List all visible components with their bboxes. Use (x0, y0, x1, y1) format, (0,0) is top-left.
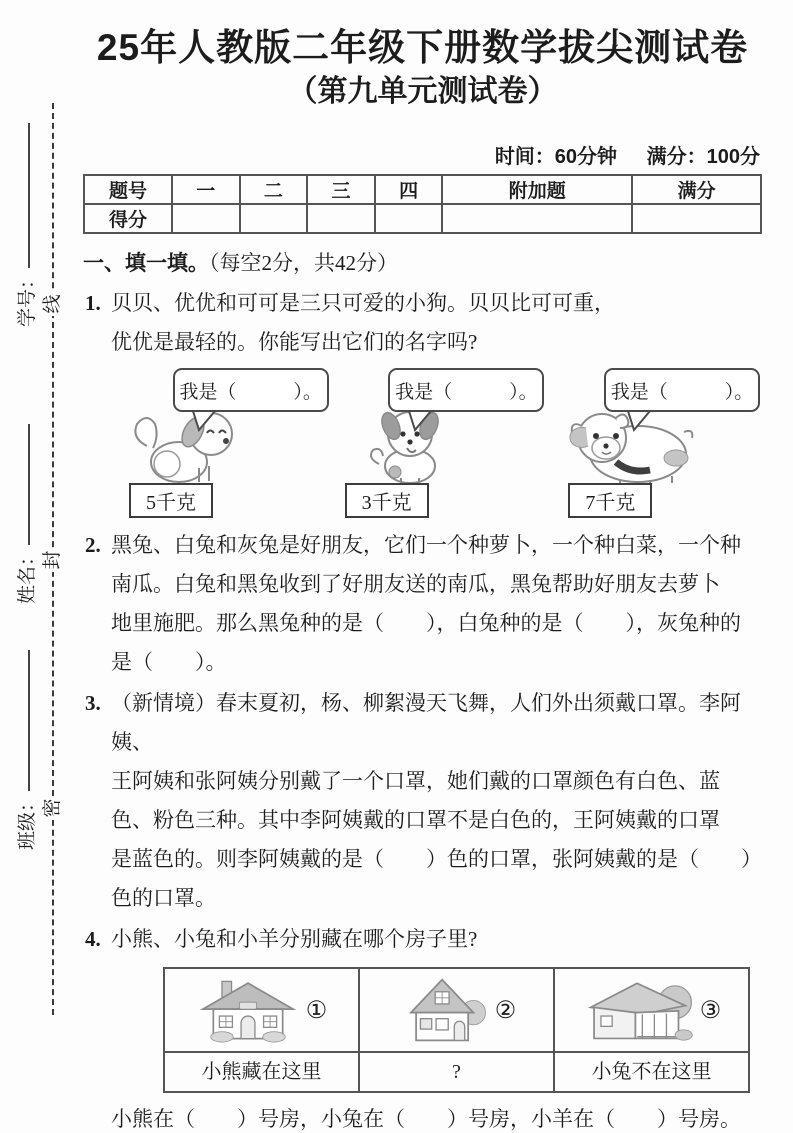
section-1-note: （每空2分，共42分） (209, 251, 398, 276)
speech-bubble-tail-icon (626, 410, 652, 432)
question-3-line: 是蓝色的。则李阿姨戴的是（ ）色的口罩，张阿姨戴的是（ ） (111, 847, 762, 872)
question-1-number: 1. (85, 291, 101, 316)
house-number-label: ① (305, 997, 328, 1024)
question-2-line: 黑兔、白兔和灰兔是好朋友，它们一个种萝卜，一个种白菜，一个种 (111, 533, 741, 558)
question-3 (83, 684, 762, 918)
score-header-cell: 满分 (632, 175, 761, 204)
house-3-icon (582, 975, 694, 1045)
time-limit: 时间：60分钟 (494, 146, 618, 169)
question-2-number: 2. (85, 533, 101, 558)
student-id-blank (20, 123, 30, 268)
paper-title: 25年人教版二年级下册数学拔尖测试卷 (96, 27, 749, 68)
section-1-title: 一、填一填。 (83, 252, 209, 276)
score-table-header-row (84, 175, 761, 204)
dog-illustration-icon (127, 406, 247, 486)
house-caption-3: 小兔不在这里 (554, 1052, 749, 1092)
dog-item-2 (341, 366, 547, 518)
speech-bubble-tail-icon (191, 410, 217, 432)
dog-item-3 (556, 366, 762, 518)
question-1 (83, 284, 762, 362)
class-label: 班级： (16, 792, 38, 850)
seal-char-feng: 封 (41, 548, 65, 572)
question-1-figure (83, 366, 762, 518)
score-header-cell: 三 (307, 175, 375, 204)
house-caption-row (164, 1052, 749, 1092)
class-field (12, 650, 38, 850)
paper-subtitle: （第九单元测试卷） (287, 75, 558, 109)
student-name-field (12, 424, 38, 604)
speech-bubble: 我是（ ）。 (388, 368, 544, 412)
student-name-label: 姓名： (16, 546, 38, 604)
question-1-line: 贝贝、优优和可可是三只可爱的小狗。贝贝比可可重， (111, 291, 615, 316)
speech-bubble: 我是（ ）。 (604, 368, 760, 412)
student-id-label: 学号： (16, 269, 38, 327)
dog-weight-label: 5千克 (129, 483, 213, 518)
question-4-number: 4. (85, 927, 101, 952)
student-id-field (12, 123, 38, 327)
house-number-label: ② (494, 997, 517, 1024)
score-empty-cell (442, 204, 632, 233)
score-empty-cell (307, 204, 375, 233)
score-header-cell: 二 (240, 175, 308, 204)
time-score-line (85, 140, 760, 169)
question-2-line: 是（ ）。 (111, 650, 227, 675)
question-3-number: 3. (85, 691, 101, 716)
seal-char-mi: 密 (41, 796, 65, 820)
house-cell-1 (164, 968, 359, 1052)
question-2 (83, 526, 762, 682)
house-caption-2: ? (359, 1052, 554, 1092)
score-header-cell: 题号 (84, 175, 172, 204)
score-header-cell: 四 (375, 175, 443, 204)
section-1-heading (83, 247, 762, 277)
house-1-icon (196, 975, 300, 1045)
score-header-cell: 一 (172, 175, 240, 204)
question-2-line: 南瓜。白兔和黑兔收到了好朋友送的南瓜，黑兔帮助好朋友去萝卜 (111, 572, 720, 597)
question-1-line: 优优是最轻的。你能写出它们的名字吗? (111, 330, 478, 355)
speech-bubble: 我是（ ）。 (173, 368, 329, 412)
score-empty-cell (172, 204, 240, 233)
question-3-line: 王阿姨和张阿姨分别戴了一个口罩，她们戴的口罩颜色有白色、蓝 (111, 769, 720, 794)
score-empty-cell (240, 204, 308, 233)
dog-item-1 (125, 366, 331, 518)
house-2-icon (397, 975, 489, 1045)
house-image-row (164, 968, 749, 1052)
house-caption-1: 小熊藏在这里 (164, 1052, 359, 1092)
student-name-blank (20, 424, 30, 545)
speech-bubble-tail-icon (407, 410, 433, 432)
score-table (83, 174, 762, 234)
full-score: 满分：100分 (646, 146, 760, 169)
score-empty-cell (632, 204, 761, 233)
dog-weight-label: 3千克 (345, 483, 429, 518)
dog-weight-label: 7千克 (568, 483, 652, 518)
score-table-value-row (84, 204, 761, 233)
house-cell-3 (554, 968, 749, 1052)
score-empty-cell (375, 204, 443, 233)
score-row-label: 得分 (84, 204, 172, 233)
question-3-line: （新情境）春末夏初，杨、柳絮漫天飞舞，人们外出须戴口罩。李阿姨、 (111, 691, 741, 755)
class-blank (20, 650, 30, 791)
score-header-cell: 附加题 (442, 175, 632, 204)
question-4-line: 小熊、小兔和小羊分别藏在哪个房子里? (111, 927, 478, 952)
question-3-line: 色的口罩。 (111, 886, 216, 911)
house-cell-2 (359, 968, 554, 1052)
question-4-answer-line: 小熊在（ ）号房，小兔在（ ）号房，小羊在（ ）号房。 (111, 1107, 741, 1132)
paper-main (83, 0, 762, 1133)
house-number-label: ③ (699, 997, 722, 1024)
question-4 (83, 920, 762, 959)
question-4-house-table (163, 967, 750, 1093)
seal-char-xian: 线 (41, 292, 65, 316)
question-3-line: 色、粉色三种。其中李阿姨戴的口罩不是白色的，王阿姨戴的口罩 (111, 808, 720, 833)
question-2-line: 地里施肥。那么黑兔种的是（ ），白兔种的是（ ），灰兔种的 (111, 611, 741, 636)
